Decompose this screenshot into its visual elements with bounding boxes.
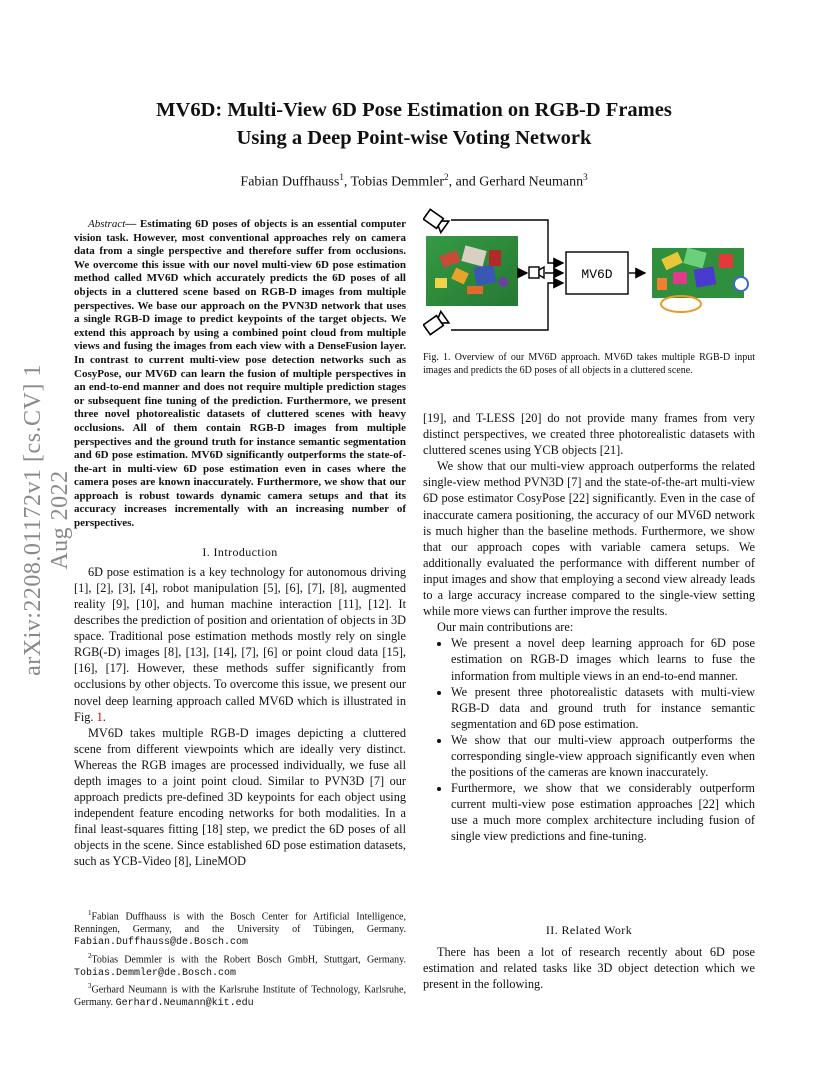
footnote-2 xyxy=(74,950,406,980)
author-2: , Tobias Demmler xyxy=(343,174,445,190)
footnote-3 xyxy=(74,980,406,1010)
paper-title xyxy=(0,96,828,152)
footnote-2-text: Tobias Demmler is with the Robert Bosch GmbH, Stuttgart, Germany. xyxy=(91,954,406,966)
footnote-1 xyxy=(74,907,406,950)
footnote-1-mark: 1 xyxy=(88,909,92,917)
related-work-section xyxy=(423,922,755,992)
related-paragraph-1: There has been a lot of research recently about 6D pose estimation and related tasks like 3D object detection which we present in the following. xyxy=(423,945,755,992)
footnote-1-email: Fabian.Duffhauss@de.Bosch.com xyxy=(74,937,249,949)
list-item: • We present three photorealistic datasets with multi-view RGB-D data and ground truth for instance semantic segmentation and 6D pose estimation. xyxy=(451,684,755,732)
right-column xyxy=(423,410,755,845)
footnote-1-text: Fabian Duffhauss is with the Bosch Center for Artificial Intelligence, Renningen, Germany, and the University of Tübingen, Germany. xyxy=(74,911,406,935)
abstract-lead: Abstract xyxy=(88,218,126,230)
footnote-2-mark: 2 xyxy=(88,951,92,960)
left-column xyxy=(74,218,406,870)
title-line-1: MV6D: Multi-View 6D Pose Estimation on RGB-D Frames xyxy=(156,99,672,121)
figure-1 xyxy=(423,208,758,343)
output-scene-image xyxy=(648,236,756,312)
camera-icon-top xyxy=(423,209,449,233)
footnotes xyxy=(74,907,406,1010)
contributions-intro: Our main contributions are: xyxy=(437,620,574,635)
overview-diagram xyxy=(423,208,758,343)
author-2-affil: 2 xyxy=(444,172,449,182)
figure-1-caption: Fig. 1. Overview of our MV6D approach. MV6D takes multiple RGB-D input images and predicts the 6D poses of all objects in a cluttered scene. xyxy=(423,352,755,376)
contributions-list xyxy=(423,635,755,844)
intro-paragraph-1 xyxy=(74,564,406,725)
intro-heading: I. Introduction xyxy=(202,544,278,559)
author-3: , and Gerhard Neumann xyxy=(448,174,584,190)
list-item: • We show that our multi-view approach outperforms the corresponding single-view approach significantly even when the positions of the cameras are known inaccurately. xyxy=(451,732,755,780)
figure-ref-link[interactable]: 1 xyxy=(96,709,103,724)
author-3-affil: 3 xyxy=(583,172,588,182)
footnote-2-email: Tobias.Demmler@de.Bosch.com xyxy=(74,967,237,979)
right-paragraph-2: We show that our multi-view approach outperforms the related single-view method PVN3D [7] and the state-of-the-art multi-view 6D pose estimator CosyPose [22] significantly. Even in the case of inaccurate camera positioning, the accuracy of our MV6D network is much higher than the baseline methods. Furthermore, we show that our approach copes with variable camera setups. We additionally evaluated the performance with different number of input images and show that employing a second view already leads to a large accuracy increase compared to the single-view setting while more views can further improve the results. xyxy=(423,459,755,619)
list-item: • We present a novel deep learning approach for 6D pose estimation on RGB-D images which learns to fuse the information from multiple views in an end-to-end manner. xyxy=(451,635,755,683)
footnote-3-text: Gerhard Neumann is with the Karlsruhe Institute of Technology, Karlsruhe, Germany. xyxy=(74,984,406,1008)
list-item: • Furthermore, we show that we considerably outperform current multi-view pose estimation approaches [22] which use a much more complex architecture including fusion of single view predictions and fine-tuning. xyxy=(451,780,755,844)
related-heading: II. Related Work xyxy=(545,923,633,937)
footnote-3-mark: 3 xyxy=(88,982,92,991)
input-scene-image xyxy=(426,236,518,306)
intro-p1-text: 6D pose estimation is a key technology for autonomous driving [1], [2], [3], [4], robot manipulation [5], [6], [7], [8], augmented reality [9], [10], and human machine interaction [11], [12]. It describes the prediction of position and orientation of objects in 3D space. Traditional pose estimation methods mostly rely on single RGB(-D) images [8], [13], [14], [7], [6] or point cloud data [15], [16], [17]. However, these methods suffer significantly from occlusions by other objects. To overcome this issue, we present our novel deep learning approach called MV6D which is illustrated in Fig. xyxy=(74,564,406,724)
intro-paragraph-2: MV6D takes multiple RGB-D images depicting a cluttered scene from different viewpoints which are ideally very distinct. Whereas the RGB images are processed individually, we fuse all depth images to a joint point cloud. Similar to PVN3D [7] our approach predicts pre-defined 3D keypoints for each object using independent feature encoding networks for both modalities. In a final least-squares fitting [18] step, we predict the 6D poses of all objects in the scene. Since established 6D pose estimation datasets, such as YCB-Video [8], LineMOD xyxy=(74,725,406,869)
camera-icon-center xyxy=(529,267,544,278)
author-list xyxy=(0,172,828,191)
intro-p1-end: . xyxy=(102,709,106,724)
title-line-2: Using a Deep Point-wise Voting Network xyxy=(236,127,592,149)
camera-icon-bottom xyxy=(423,311,449,335)
abstract xyxy=(74,218,406,531)
author-1-affil: 1 xyxy=(339,172,344,182)
footnote-3-email: Gerhard.Neumann@kit.edu xyxy=(115,997,254,1009)
arxiv-watermark: arXiv:2208.01172v1 [cs.CV] 1 Aug 2022 xyxy=(20,364,73,676)
abstract-text: — Estimating 6D poses of objects is an essential computer vision task. However, most conventional approaches rely on camera data from a single perspective and therefore suffer from occlusions. We overcome this issue with our novel multi-view 6D pose estimation method called MV6D which accurately predicts the 6D poses of all objects in a cluttered scene based on RGB-D images from multiple perspectives. We base our approach on the PVN3D network that uses a single RGB-D image to predict keypoints of the target objects. We extend this approach by using a combined point cloud from multiple views and fusing the images from each view with a DenseFusion layer. In contrast to current multi-view pose detection networks such as CosyPose, our MV6D can learn the fusion of multiple perspectives in an end-to-end manner and does not require multiple prediction stages or subsequent fine tuning of the prediction. Furthermore, we present three novel photorealistic datasets of cluttered scenes with heavy occlusions. All of them contain RGB-D images from multiple perspectives and the ground truth for instance semantic segmentation and 6D pose estimation. MV6D significantly outperforms the state-of-the-art in multi-view 6D pose estimation even in cases where the camera poses are known inaccurately. Furthermore, we show that our approach is robust towards dynamic camera setups and that its accuracy increases incrementally with an increasing number of perspectives. xyxy=(74,218,406,530)
author-1: Fabian Duffhauss xyxy=(240,174,340,190)
mv6d-label: MV6D xyxy=(581,267,613,282)
right-paragraph-1: [19], and T-LESS [20] do not provide many frames from very distinct perspectives, we created three photorealistic datasets with cluttered scenes using YCB objects [21]. xyxy=(423,411,755,458)
